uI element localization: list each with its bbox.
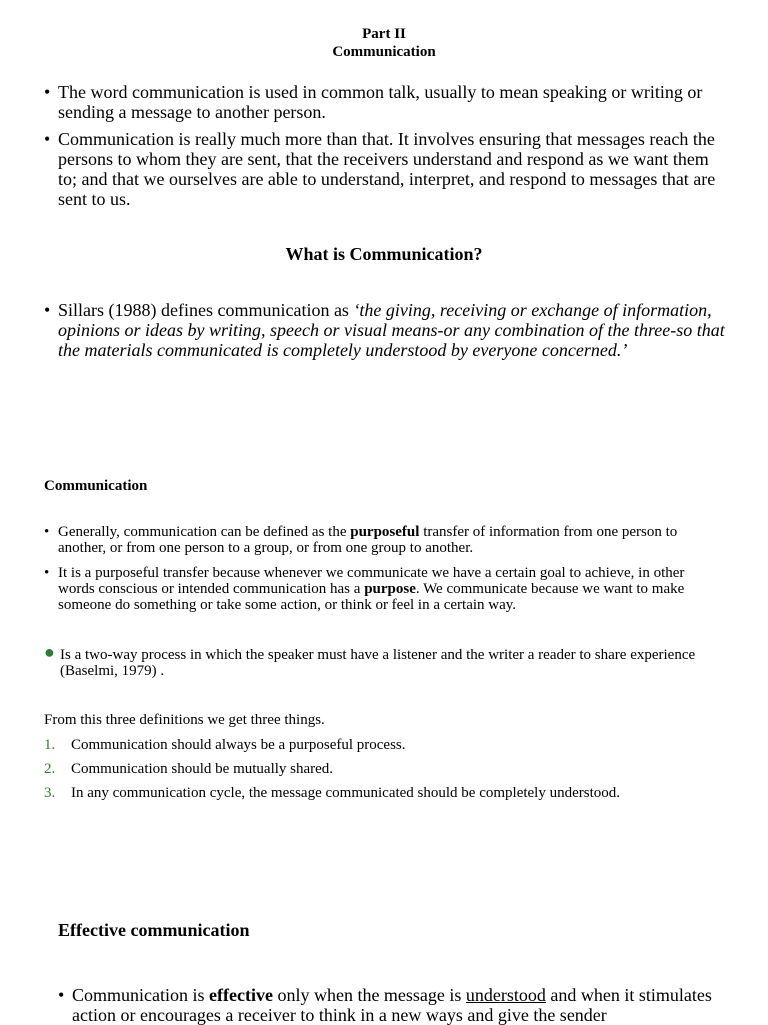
item-text: Communication should always be a purposeful process.	[71, 737, 406, 753]
bullet-text: Generally, communication can be defined as the purposeful transfer of information from one person to another, or from one person to a group, or from one group to another.	[58, 524, 678, 556]
bullet-text: Is a two-way process in which the speaker must have a listener and the writer a reader to share experience (Baselmi, 1979) .	[60, 647, 696, 679]
item-number: 2.	[44, 761, 56, 777]
three-things-intro: From this three definitions we get three things.	[44, 712, 325, 728]
green-bullet-icon: ●	[44, 642, 55, 662]
bullet-icon: •	[44, 524, 50, 540]
bullet-icon: •	[58, 985, 65, 1005]
bullet-icon: •	[44, 300, 51, 320]
item-number: 3.	[44, 785, 56, 801]
section-heading-effective: Effective communication	[58, 920, 250, 940]
bullet-icon: •	[44, 565, 50, 581]
bullet-icon: •	[44, 82, 51, 102]
page-title: Communication	[332, 44, 436, 60]
bullet-text: The word communication is used in common talk, usually to mean speaking or writing or sending a message to another person.	[58, 82, 703, 122]
bullet-text: Communication is really much more than that. It involves ensuring that messages reach the persons to whom they are sent, that the receivers understand and respond as we want them to; and that we ourselves are able to understand, interpret, and respond to messages that are sent to us.	[58, 129, 716, 209]
section-heading-what: What is Communication?	[285, 244, 483, 264]
item-text: In any communication cycle, the message communicated should be completely understood.	[71, 785, 621, 801]
item-text: Communication should be mutually shared.	[71, 761, 334, 777]
sillars-lead: Sillars (1988) defines communication as	[58, 300, 354, 320]
section-heading-communication: Communication	[44, 478, 148, 494]
bullet-text	[58, 300, 728, 360]
bullet-text: Communication is effective only when the message is understood and when it stimulates action or encourages a receiver to think in a new ways and give the sender	[72, 985, 712, 1025]
sillars-quote: ‘the giving, receiving or exchange of information, opinions or ideas by writing, speech or visual means-or any combination of the three-so that the materials communicated is completely understood by everyone concerned.’	[58, 300, 725, 360]
part-label: Part II	[362, 26, 406, 42]
bullet-text: It is a purposeful transfer because whenever we communicate we have a certain goal to achieve, in other words conscious or intended communication has a purpose. We communicate because we want to make someone do something or take some action, or think or feel in a certain way.	[58, 565, 685, 613]
item-number: 1.	[44, 737, 56, 753]
bullet-icon: •	[44, 129, 51, 149]
